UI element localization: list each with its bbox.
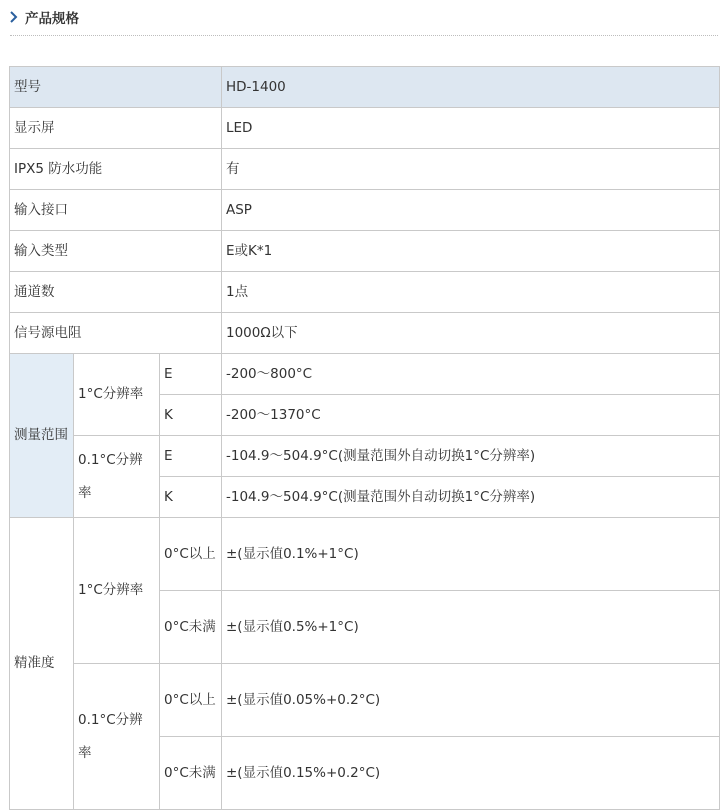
table-row (10, 67, 720, 108)
spec-value: ASP (222, 190, 720, 231)
spec-label: IPX5 防水功能 (10, 149, 222, 190)
range-value: -200～800°C (222, 354, 720, 395)
table-row (10, 190, 720, 231)
spec-label: 显示屏 (10, 108, 222, 149)
spec-value: LED (222, 108, 720, 149)
accuracy-value: ±(显示值0.15%+0.2°C) (222, 737, 720, 810)
accuracy-label: 精准度 (10, 518, 74, 810)
thermocouple-type: E (160, 354, 222, 395)
section-header (9, 7, 79, 27)
table-row (10, 518, 720, 591)
spec-label: 输入接口 (10, 190, 222, 231)
table-row (10, 108, 720, 149)
spec-label: 型号 (10, 67, 222, 108)
table-row (10, 354, 720, 395)
accuracy-value: ±(显示值0.05%+0.2°C) (222, 664, 720, 737)
table-row (10, 664, 720, 737)
accuracy-value: ±(显示值0.5%+1°C) (222, 591, 720, 664)
table-row (10, 313, 720, 354)
chevron-right-icon (9, 9, 25, 25)
thermocouple-type: K (160, 477, 222, 518)
resolution-label: 1°C分辨率 (74, 518, 160, 664)
spec-value: E或K*1 (222, 231, 720, 272)
temperature-condition: 0°C以上 (160, 518, 222, 591)
table-row (10, 436, 720, 477)
section-title: 产品规格 (25, 11, 79, 27)
measure-range-label: 测量范围 (10, 354, 74, 518)
temperature-condition: 0°C未满 (160, 591, 222, 664)
spec-value: 1000Ω以下 (222, 313, 720, 354)
resolution-label: 0.1°C分辨率 (74, 436, 160, 518)
spec-label: 通道数 (10, 272, 222, 313)
range-value: -200～1370°C (222, 395, 720, 436)
spec-label: 输入类型 (10, 231, 222, 272)
spec-value: 1点 (222, 272, 720, 313)
spec-table (9, 66, 720, 810)
table-row (10, 149, 720, 190)
table-row (10, 231, 720, 272)
thermocouple-type: K (160, 395, 222, 436)
temperature-condition: 0°C以上 (160, 664, 222, 737)
resolution-label: 0.1°C分辨率 (74, 664, 160, 810)
section-divider (10, 35, 718, 36)
accuracy-value: ±(显示值0.1%+1°C) (222, 518, 720, 591)
range-value: -104.9～504.9°C(测量范围外自动切换1°C分辨率) (222, 477, 720, 518)
spec-label: 信号源电阻 (10, 313, 222, 354)
spec-value: HD-1400 (222, 67, 720, 108)
temperature-condition: 0°C未满 (160, 737, 222, 810)
resolution-label: 1°C分辨率 (74, 354, 160, 436)
table-row (10, 272, 720, 313)
thermocouple-type: E (160, 436, 222, 477)
range-value: -104.9～504.9°C(测量范围外自动切换1°C分辨率) (222, 436, 720, 477)
spec-value: 有 (222, 149, 720, 190)
